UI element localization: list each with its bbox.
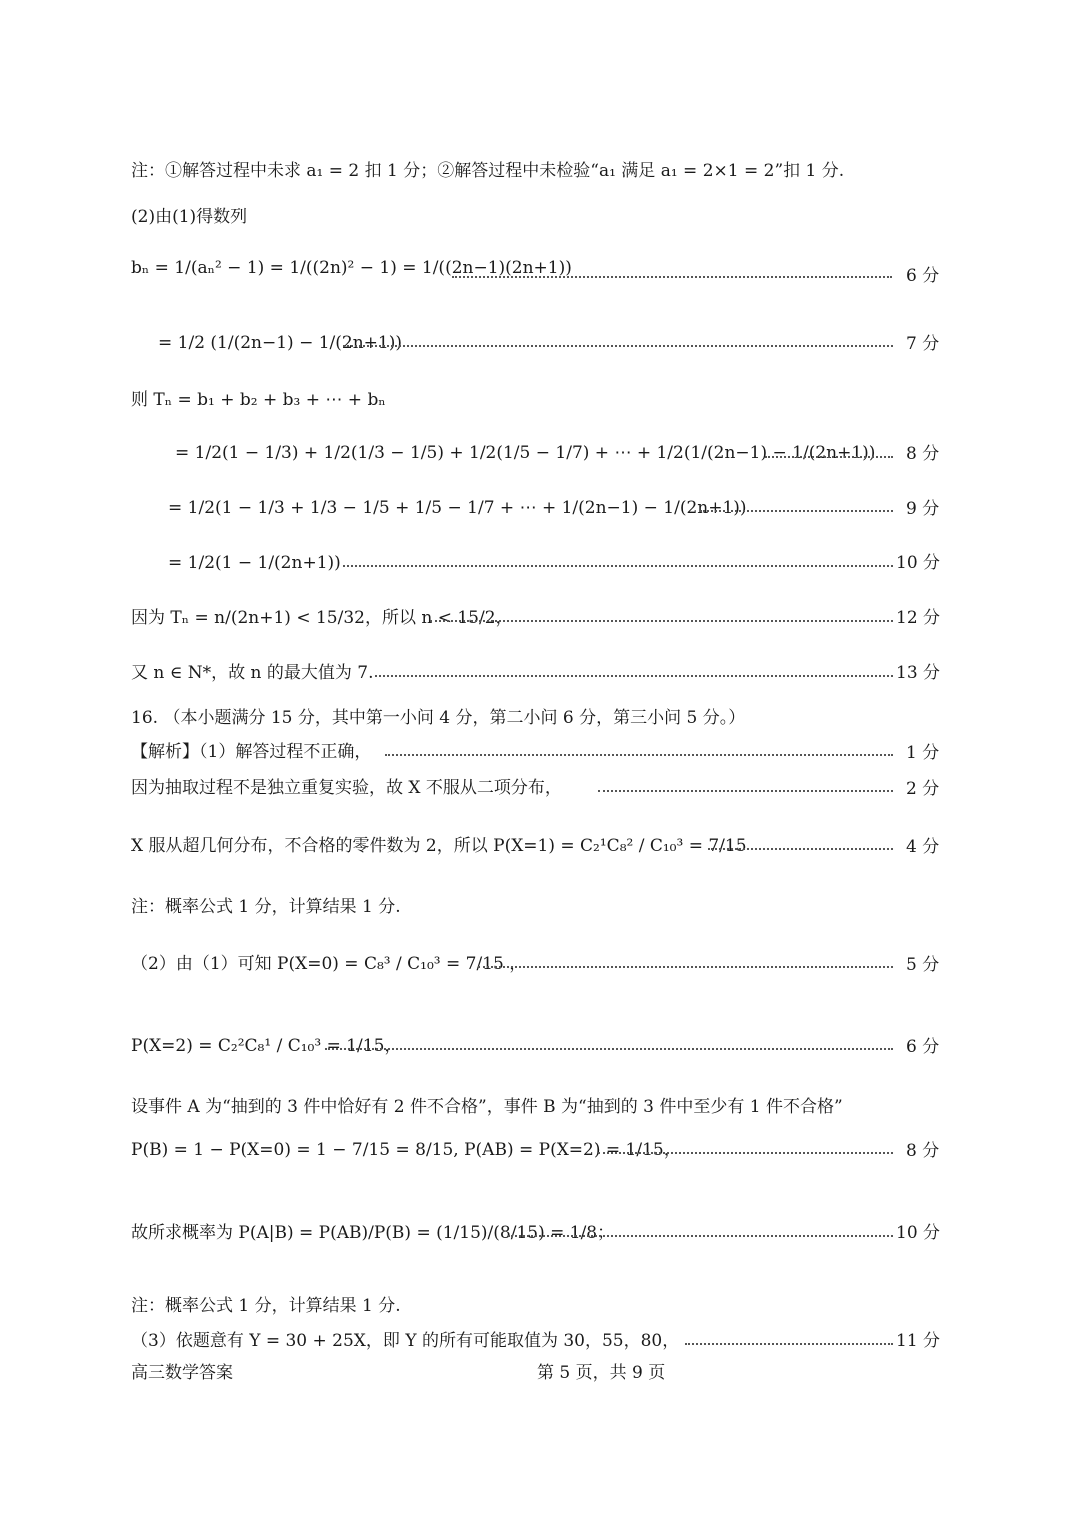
q16-b1: （2）由（1）可知 P(X=0) = C₈³ / C₁₀³ = 7/15 ，	[131, 954, 527, 974]
dot-leader	[375, 675, 893, 677]
score-label: 4 分	[906, 837, 940, 857]
dot-leader	[508, 1235, 893, 1237]
score-label: 12 分	[896, 608, 941, 628]
eq-max: 又 n ∈ N*，故 n 的最大值为 7.	[131, 663, 374, 683]
note-1: 注：①解答过程中未求 a₁ = 2 扣 1 分；②解答过程中未检验“a₁ 满足 a₁ = 2×1 = 2”扣 1 分.	[131, 161, 845, 181]
eq-tn-3: = 1/2(1 − 1/(2n+1))	[168, 553, 341, 573]
dot-leader	[598, 790, 893, 792]
dot-leader	[708, 848, 893, 850]
dot-leader	[765, 456, 893, 458]
eq-bn: bₙ = 1/(aₙ² − 1) = 1/((2n)² − 1) = 1/((2n−1)(2n+1))	[131, 258, 572, 278]
dot-leader	[700, 510, 893, 512]
dot-leader	[430, 620, 893, 622]
score-label: 8 分	[906, 1141, 940, 1161]
dot-leader	[685, 1343, 893, 1345]
note-2: 注：概率公式 1 分，计算结果 1 分.	[131, 897, 401, 917]
eq-tn-def: 则 Tₙ = b₁ + b₂ + b₃ + ⋯ + bₙ	[131, 390, 386, 410]
note-3: 注：概率公式 1 分，计算结果 1 分.	[131, 1296, 401, 1316]
q16-b5: 故所求概率为 P(A|B) = P(AB)/P(B) = (1/15)/(8/15) = 1/8；	[131, 1223, 615, 1243]
eq-tn-2: = 1/2(1 − 1/3 + 1/3 − 1/5 + 1/5 − 1/7 + ⋯ + 1/(2n−1) − 1/(2n+1))	[168, 498, 747, 518]
score-label: 5 分	[906, 955, 940, 975]
score-label: 2 分	[906, 779, 940, 799]
eq-ineq: 因为 Tₙ = n/(2n+1) < 15/32，所以 n < 15/2，	[131, 608, 513, 628]
score-label: 9 分	[906, 499, 940, 519]
dot-leader	[452, 276, 892, 278]
dot-leader	[598, 1152, 893, 1154]
score-label: 7 分	[906, 334, 940, 354]
score-label: 10 分	[896, 1223, 941, 1243]
footer-page-number: 第 5 页，共 9 页	[537, 1363, 666, 1383]
part2-intro: (2)由(1)得数列	[131, 207, 248, 227]
eq-tn-1: = 1/2(1 − 1/3) + 1/2(1/3 − 1/5) + 1/2(1/5 − 1/7) + ⋯ + 1/2(1/(2n−1) − 1/(2n+1))	[175, 443, 876, 463]
score-label: 6 分	[906, 1037, 940, 1057]
q16-b4: P(B) = 1 − P(X=0) = 1 − 7/15 = 8/15, P(AB) = P(X=2) = 1/15，	[131, 1140, 681, 1160]
dot-leader	[343, 565, 893, 567]
dot-leader	[478, 966, 893, 968]
q16-a1: 【解析】（1）解答过程不正确，	[131, 742, 372, 762]
dot-leader	[325, 1048, 893, 1050]
dot-leader	[385, 754, 893, 756]
score-label: 8 分	[906, 444, 940, 464]
eq-bn-2: = 1/2 (1/(2n−1) − 1/(2n+1))	[158, 333, 402, 353]
q16-a2: 因为抽取过程不是独立重复实验，故 X 不服从二项分布，	[131, 778, 562, 798]
score-label: 6 分	[906, 266, 940, 286]
q16-b3: 设事件 A 为“抽到的 3 件中恰好有 2 件不合格”，事件 B 为“抽到的 3 件中至少有 1 件不合格”	[131, 1097, 843, 1117]
score-label: 13 分	[896, 663, 941, 683]
q16-a3: X 服从超几何分布，不合格的零件数为 2，所以 P(X=1) = C₂¹C₈² / C₁₀³ = 7/15	[131, 836, 747, 856]
q16-title: 16. （本小题满分 15 分，其中第一小问 4 分，第二小问 6 分，第三小问 5 分。）	[131, 708, 746, 728]
score-label: 1 分	[906, 743, 940, 763]
q16-b2: P(X=2) = C₂²C₈¹ / C₁₀³ = 1/15，	[131, 1036, 402, 1056]
score-label: 11 分	[896, 1331, 941, 1351]
q16-c1: （3）依题意有 Y = 30 + 25X，即 Y 的所有可能取值为 30，55，80，	[131, 1331, 680, 1351]
score-label: 10 分	[896, 553, 941, 573]
dot-leader	[343, 345, 893, 347]
footer-left: 高三数学答案	[131, 1363, 233, 1383]
